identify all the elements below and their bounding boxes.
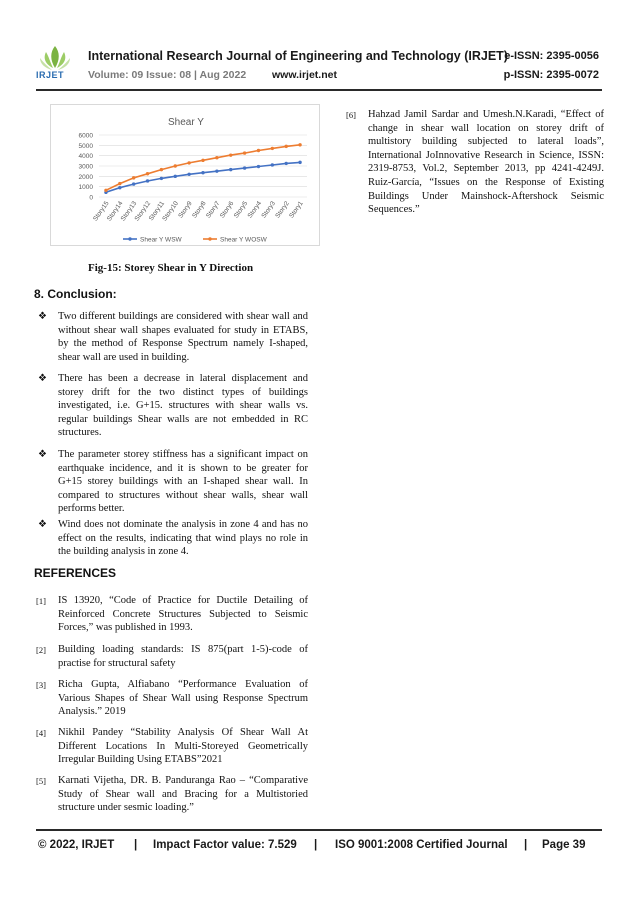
conclusion-point-text: There has been a decrease in lateral displacement and storey drift for the two distinct types of buildings investigated, i.e. G+15. structures with shear walls vs. regular buildings Shear walls are not embedded in RC structures. [58, 373, 308, 439]
data-point [215, 156, 218, 159]
data-point [229, 168, 232, 171]
footer-copyright: © 2022, IRJET [38, 839, 115, 851]
data-point [146, 179, 149, 182]
data-point [285, 145, 288, 148]
data-point [187, 173, 190, 176]
data-point [104, 189, 107, 192]
reference-text: Nikhil Pandey “Stability Analysis Of Shear Wall At Different Locations In Multi-Storeyed Geometrically Irregular Building Using ETABS”2021 [58, 727, 308, 766]
data-point [285, 162, 288, 165]
reference-number: [1] [36, 596, 46, 606]
footer-separator: | [134, 839, 138, 851]
reference-text: Hahzad Jamil Sardar and Umesh.N.Karadi, “Effect of change in shear wall location on storey drift of multistory building subjected to lateral loads”, International JoInnovative Research in Science, ISSN: 2319-8753, Vol.2, September 2013, pp 4241-4249J. Ruiz-García, “Issues on the Response of Existing Buildings Under Mainshock-Aftershock Seismic Sequences.” [368, 109, 604, 216]
reference-item [346, 108, 604, 217]
x-tick-label: Story9 [177, 200, 194, 220]
x-tick-label: Story4 [246, 200, 264, 220]
data-point [201, 171, 204, 174]
diamond-bullet-icon: ❖ [38, 373, 47, 384]
chart-canvas [51, 105, 321, 247]
footer-separator: | [524, 839, 528, 851]
footer-page-number: Page 39 [542, 839, 586, 851]
reference-number: [4] [36, 728, 46, 738]
x-tick-label: Story11 [147, 200, 167, 223]
data-point [271, 147, 274, 150]
conclusion-point [38, 310, 308, 364]
e-issn: e-ISSN: 2395-0056 [504, 50, 599, 62]
data-point [271, 163, 274, 166]
conclusion-point [38, 518, 308, 559]
data-point [160, 177, 163, 180]
conclusion-heading: 8. Conclusion: [34, 287, 117, 301]
p-issn: p-ISSN: 2395-0072 [503, 69, 599, 81]
volume-issue: Volume: 09 Issue: 08 | Aug 2022 [88, 69, 247, 81]
reference-text: Richa Gupta, Alfiabano “Performance Evaluation of Various Shapes of Shear Wall using Response Spectrum Analysis.” 2019 [58, 679, 308, 718]
diamond-bullet-icon: ❖ [38, 449, 47, 460]
footer-separator: | [314, 839, 318, 851]
reference-text: Building loading standards: IS 875(part 1-5)-code of practise for structural safety [58, 644, 308, 669]
y-tick-label: 2000 [78, 173, 93, 181]
x-tick-label: Story12 [133, 200, 153, 223]
y-tick-label: 1000 [78, 184, 93, 192]
reference-number: [2] [36, 645, 46, 655]
data-point [146, 172, 149, 175]
reference-number: [3] [36, 680, 46, 690]
x-tick-label: Story6 [218, 200, 236, 220]
data-point [243, 166, 246, 169]
journal-title: International Research Journal of Engineering and Technology (IRJET) [88, 49, 508, 63]
x-tick-label: Story13 [119, 200, 139, 223]
footer-divider [36, 829, 602, 831]
data-point [174, 175, 177, 178]
data-point [243, 151, 246, 154]
figure-caption: Fig-15: Storey Shear in Y Direction [88, 262, 254, 274]
shear-y-chart [50, 104, 320, 246]
data-point [298, 143, 301, 146]
data-point [215, 169, 218, 172]
legend-label: Shear Y WSW [140, 236, 182, 244]
reference-number: [6] [346, 110, 356, 120]
conclusion-point-text: Wind does not dominate the analysis in zone 4 and has no effect on the results, indicating that wind plays no role in the building analysis in zone 4. [58, 519, 308, 558]
y-tick-label: 4000 [78, 153, 93, 161]
conclusion-point [38, 372, 308, 440]
conclusion-point-text: Two different buildings are considered with shear wall and without shear wall shapes evaluated for study in ETABS, by the method of Response Spectrum namely I-shaped, shear wall are used in building. [58, 311, 308, 363]
legend-label: Shear Y WOSW [220, 236, 267, 244]
data-point [229, 153, 232, 156]
y-tick-label: 0 [89, 194, 93, 202]
logo-text: IRJET [36, 70, 65, 80]
data-point [257, 149, 260, 152]
y-tick-label: 3000 [78, 163, 93, 171]
x-tick-label: Story3 [260, 200, 277, 220]
data-point [118, 182, 121, 185]
data-point [132, 176, 135, 179]
legend-marker [208, 237, 211, 240]
legend-marker [128, 237, 131, 240]
data-point [201, 159, 204, 162]
references-heading: REFERENCES [34, 566, 117, 580]
x-tick-label: Story15 [91, 200, 111, 223]
reference-item [36, 726, 308, 767]
diamond-bullet-icon: ❖ [38, 311, 47, 322]
data-point [132, 182, 135, 185]
header-divider [36, 89, 602, 91]
x-tick-label: Story5 [232, 200, 250, 220]
reference-text: Karnati Vijetha, DR. B. Panduranga Rao – “Comparative Study of Shear wall and Bracing for a Multistoried structure under sesmic loading.” [58, 775, 308, 814]
footer-iso: ISO 9001:2008 Certified Journal [335, 839, 508, 851]
data-point [298, 161, 301, 164]
x-tick-label: Story1 [288, 200, 305, 220]
x-tick-label: Story2 [274, 200, 291, 220]
reference-item [36, 643, 308, 670]
reference-number: [5] [36, 776, 46, 786]
reference-text: IS 13920, “Code of Practice for Ductile Detailing of Reinforced Concrete Structures Subjected to Seismic Forces,” was published in 1993. [58, 595, 308, 634]
logo-emblem-icon [36, 44, 74, 72]
conclusion-point-text: The parameter storey stiffness has a significant impact on earthquake incidence, and it is shown to be greater for G+15 storey buildings with an I-shaped shear wall. In compared to structures without shear walls, shear wall performs better. [58, 449, 308, 515]
conclusion-point [38, 448, 308, 516]
chart-title: Shear Y [168, 117, 204, 128]
x-tick-label: Story8 [191, 200, 208, 220]
reference-item [36, 594, 308, 635]
y-tick-label: 6000 [78, 132, 93, 140]
footer-impact-factor: Impact Factor value: 7.529 [153, 839, 297, 851]
y-tick-label: 5000 [78, 142, 93, 150]
data-point [160, 168, 163, 171]
data-point [174, 164, 177, 167]
x-tick-label: Story10 [161, 200, 180, 223]
reference-item [36, 774, 308, 815]
data-point [257, 165, 260, 168]
reference-item [36, 678, 308, 719]
data-point [118, 186, 121, 189]
x-tick-label: Story14 [105, 200, 125, 223]
journal-website[interactable]: www.irjet.net [272, 69, 337, 81]
data-point [187, 161, 190, 164]
x-tick-label: Story7 [204, 200, 222, 220]
diamond-bullet-icon: ❖ [38, 519, 47, 530]
